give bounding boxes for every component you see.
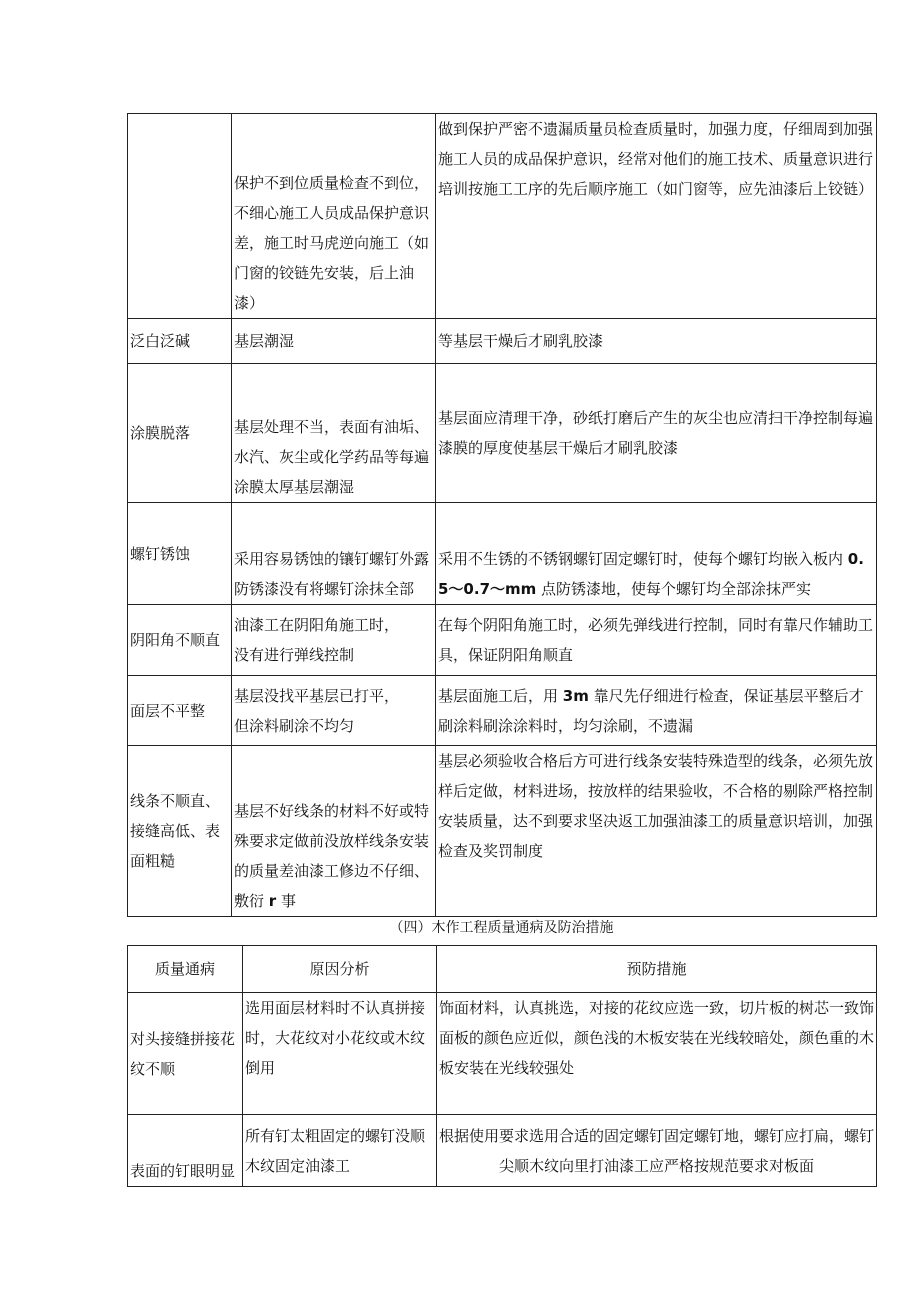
table-row (128, 676, 877, 746)
table-row (128, 503, 877, 605)
defect-cell: 线条不顺直、接缝高低、表面粗糙 (128, 746, 232, 917)
woodwork-defects-table (127, 945, 877, 1187)
cause-cell: 采用容易锈蚀的镶钉螺钉外露防锈漆没有将螺钉涂抹全部 (232, 503, 436, 605)
cause-cell: 基层处理不当，表面有油垢、水汽、灰尘或化学药品等每遍涂膜太厚基层潮湿 (232, 364, 436, 503)
cause-cell: 所有钉太粗固定的螺钉没顺木纹固定油漆工 (243, 1115, 437, 1187)
painting-defects-table (127, 113, 877, 917)
cause-glyph: r (268, 892, 277, 910)
measure-cell: 基层面应清理干净，砂纸打磨后产生的灰尘也应清扫干净控制每遍漆膜的厚度使基层干燥后才刷乳胶漆 (436, 364, 877, 503)
cause-line: 油漆工在阴阳角施工时， (234, 616, 400, 634)
header-cause: 原因分析 (243, 946, 437, 993)
defect-cell: 涂膜脱落 (128, 364, 232, 503)
table-row (128, 1115, 877, 1187)
measure-value: 3m (562, 686, 589, 705)
table-row (128, 364, 877, 503)
measure-cell: 做到保护严密不遗漏质量员检查质量时，加强力度，仔细周到加强施工人员的成品保护意识，经常对他们的施工技术、质量意识进行培训按施工工序的先后顺序施工（如门窗等，应先油漆后上铰链） (436, 114, 877, 319)
measure-text: 点防锈漆地，使每个螺钉均全部涂抹严实 (536, 580, 812, 598)
defect-cell: 面层不平整 (128, 676, 232, 746)
table-row (128, 993, 877, 1115)
cause-cell (232, 605, 436, 676)
defect-cell (128, 114, 232, 319)
cause-line: 但涂料刷涂不均匀 (234, 716, 355, 735)
measure-value: 0.5〜0.7〜mm (438, 550, 864, 598)
measure-cell: 根据使用要求选用合适的固定螺钉固定螺钉地，螺钉应打扁，螺钉尖顺木纹向里打油漆工应严格按规范要求对板面 (437, 1115, 877, 1187)
defect-cell: 对头接缝拼接花纹不顺 (128, 993, 243, 1115)
header-defect: 质量通病 (128, 946, 243, 993)
header-measure: 预防措施 (437, 946, 877, 993)
measure-cell (436, 676, 877, 746)
cause-cell: 保护不到位质量检查不到位，不细心施工人员成品保护意识差，施工时马虎逆向施工（如门窗的铰链先安装，后上油漆） (232, 114, 436, 319)
defect-cell: 表面的钉眼明显 (128, 1115, 243, 1187)
measure-text: 靠尺先仔细进行检查，保证基层平整后才刷涂料刷涂涂料时，均匀涂刷，不遗漏 (438, 686, 864, 735)
table-row (128, 319, 877, 364)
cause-line: 没有进行弹线控制 (234, 646, 355, 664)
header-row (128, 946, 877, 993)
measure-cell: 基层必须验收合格后方可进行线条安装特殊造型的线条，必须先放样后定做，材料进场，按放样的结果验收，不合格的剔除严格控制安装质量，达不到要求坚决返工加强油漆工的质量意识培训，加强检查及奖罚制度 (436, 746, 877, 917)
defect-cell: 螺钉锈蚀 (128, 503, 232, 605)
cause-cell (232, 676, 436, 746)
measure-cell (436, 503, 877, 605)
section-caption: （四）木作工程质量通病及防治措施 (389, 920, 614, 936)
defect-cell: 泛白泛碱 (128, 319, 232, 364)
cause-text: 事 (276, 892, 296, 910)
table-row (128, 746, 877, 917)
measure-text: 采用不生锈的不锈钢螺钉固定螺钉时，使每个螺钉均嵌入板内 (438, 550, 848, 568)
measure-cell: 等基层干燥后才刷乳胶漆 (436, 319, 877, 364)
defect-cell: 阴阳角不顺直 (128, 605, 232, 676)
measure-text: 基层面施工后，用 (438, 686, 563, 705)
table-row (128, 114, 877, 319)
cause-cell: 基层潮湿 (232, 319, 436, 364)
cause-cell: 选用面层材料时不认真拼接时，大花纹对小花纹或木纹倒用 (243, 993, 437, 1115)
cause-line: 基层没找平基层已打平， (234, 686, 400, 705)
cause-text: 基层不好线条的材料不好或特殊要求定做前没放样线条安装的质量差油漆工修边不仔细、敷衍 (234, 802, 430, 910)
table-row (128, 605, 877, 676)
measure-cell: 在每个阴阳角施工时，必须先弹线进行控制，同时有靠尺作辅助工具，保证阴阳角顺直 (436, 605, 877, 676)
measure-cell: 饰面材料，认真挑选，对接的花纹应选一致，切片板的树芯一致饰面板的颜色应近似，颜色浅的木板安装在光线较暗处，颜色重的木板安装在光线较强处 (437, 993, 877, 1115)
cause-cell (232, 746, 436, 917)
